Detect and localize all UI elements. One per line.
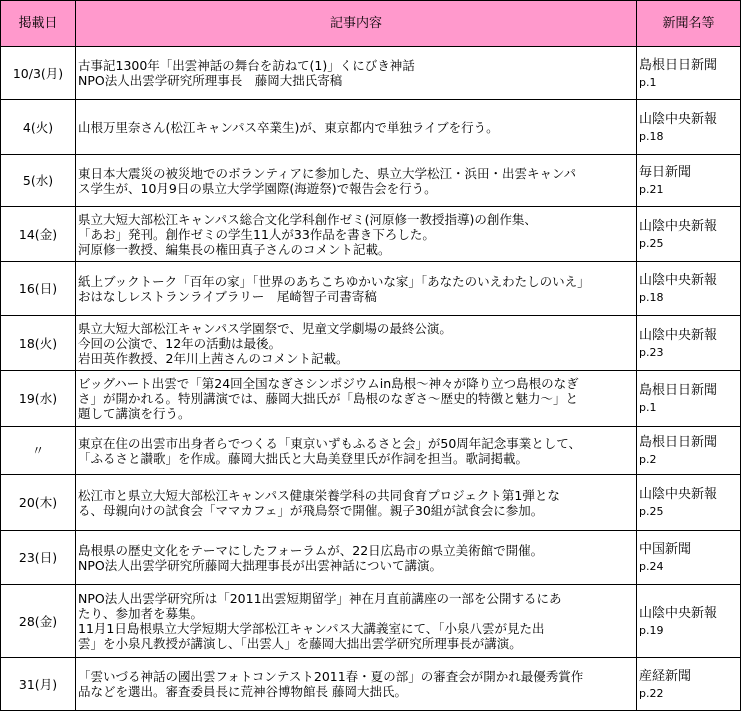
date-cell: 〃 bbox=[1, 427, 76, 475]
newspaper-name: 山陰中央新報 bbox=[639, 487, 718, 502]
content-line: 「雲いづる神話の國出雲フォトコンテスト2011春・夏の部」の審査会が開かれ最優秀賞作 bbox=[78, 669, 584, 684]
content-cell bbox=[76, 531, 637, 585]
content-line: 題して講演を行う。 bbox=[78, 406, 191, 421]
content-line: 「ふるさと讃歌」を作成。藤岡大拙氏と大島美登里氏が作詞を担当。歌詞掲載。 bbox=[78, 450, 529, 466]
page-number: p.1 bbox=[639, 401, 657, 414]
table-row bbox=[1, 155, 741, 207]
content-line: NPO法人出雲学研究所は「2011出雲短期留学」神在月直前講座の一部を公開するにあ bbox=[78, 591, 562, 606]
content-line: 雲」を小泉凡教授が講演し、「出雲人」を藤岡大拙出雲学研究所理事長が講演。 bbox=[78, 636, 522, 651]
table-row bbox=[1, 658, 741, 711]
table-row bbox=[1, 47, 741, 100]
newspaper-cell bbox=[637, 316, 741, 371]
newspaper-cell bbox=[637, 100, 741, 155]
table-row bbox=[1, 585, 741, 658]
page-number: p.2 bbox=[639, 453, 657, 466]
newspaper-cell bbox=[637, 427, 741, 475]
newspaper-name: 山陰中央新報 bbox=[639, 273, 718, 288]
newspaper-name: 中国新聞 bbox=[639, 542, 692, 557]
page-number: p.19 bbox=[639, 623, 664, 637]
content-cell bbox=[76, 316, 637, 371]
table-row bbox=[1, 100, 741, 155]
content-line: 島根県の歴史文化をテーマにしたフォーラムが、22日広島市の県立美術館で開催。 bbox=[78, 542, 544, 558]
content-cell bbox=[76, 100, 637, 155]
content-line: 県立大短大部松江キャンパス総合文化学科創作ゼミ(河原修一教授指導)の創作集、 bbox=[78, 211, 537, 227]
content-line: 今回の公演で、12年の活動は最後。 bbox=[78, 335, 282, 351]
table-row bbox=[1, 316, 741, 371]
newspaper-cell bbox=[637, 155, 741, 207]
page-number: p.18 bbox=[639, 129, 664, 143]
table-row bbox=[1, 262, 741, 316]
date-cell: 14(金) bbox=[1, 207, 76, 262]
newspaper-name: 島根日日新聞 bbox=[639, 383, 718, 398]
newspaper-cell bbox=[637, 658, 741, 711]
table-row bbox=[1, 371, 741, 427]
page-number: p.24 bbox=[639, 560, 664, 573]
content-line: 岩田英作教授、2年川上茜さんのコメント記載。 bbox=[78, 350, 349, 366]
newspaper-name: 山陰中央新報 bbox=[639, 605, 718, 621]
header-row bbox=[1, 1, 741, 47]
content-line: NPO法人出雲学研究所藤岡大拙理事長が出雲神話について講演。 bbox=[78, 557, 442, 573]
content-line: 東日本大震災の被災地でのボランティアに参加した、県立大学松江・浜田・出雲キャンパ bbox=[78, 165, 577, 181]
date-cell: 10/3(月) bbox=[1, 47, 76, 100]
date-cell: 20(木) bbox=[1, 475, 76, 531]
page-number: p.21 bbox=[639, 183, 664, 196]
content-line: 紙上ブックトーク「百年の家」「世界のあちこちゆかいな家」「あなたのいえわたしのいえ」 bbox=[78, 273, 590, 289]
newspaper-cell bbox=[637, 371, 741, 427]
newspaper-name: 山陰中央新報 bbox=[639, 327, 718, 343]
date-cell: 31(月) bbox=[1, 658, 76, 711]
newspaper-name: 産経新聞 bbox=[639, 668, 692, 684]
content-cell bbox=[76, 658, 637, 711]
content-cell bbox=[76, 47, 637, 100]
header-content: 記事内容 bbox=[76, 1, 637, 47]
newspaper-name: 山陰中央新報 bbox=[639, 218, 718, 234]
content-line: 山根万里奈さん(松江キャンパス卒業生)が、東京都内で単独ライブを行う。 bbox=[78, 119, 499, 135]
newspaper-cell bbox=[637, 207, 741, 262]
content-cell bbox=[76, 262, 637, 316]
content-cell bbox=[76, 155, 637, 207]
date-cell: 5(水) bbox=[1, 155, 76, 207]
content-line: 松江市と県立大短大部松江キャンパス健康栄養学科の共同食育プロジェクト第1弾とな bbox=[78, 487, 560, 503]
page-number: p.25 bbox=[639, 236, 664, 250]
content-line: 品などを選出。審査委員長に荒神谷博物館長 藤岡大拙氏。 bbox=[78, 684, 407, 699]
table-row bbox=[1, 207, 741, 262]
content-line: 「あお」発刊。創作ゼミの学生11人が33作品を書き下ろした。 bbox=[78, 226, 435, 242]
content-line: おはなしレストランライブラリー 尾崎智子司書寄稿 bbox=[78, 288, 377, 304]
content-cell bbox=[76, 371, 637, 427]
page-number: p.18 bbox=[639, 291, 664, 304]
date-cell: 18(火) bbox=[1, 316, 76, 371]
date-cell: 16(日) bbox=[1, 262, 76, 316]
newspaper-cell bbox=[637, 47, 741, 100]
header-newspaper: 新聞名等 bbox=[637, 1, 741, 47]
table-row bbox=[1, 531, 741, 585]
page-number: p.23 bbox=[639, 345, 664, 359]
content-line: NPO法人出雲学研究所理事長 藤岡大拙氏寄稿 bbox=[78, 73, 343, 88]
header-date: 掲載日 bbox=[1, 1, 76, 47]
page-number: p.1 bbox=[639, 75, 657, 89]
date-cell: 23(日) bbox=[1, 531, 76, 585]
content-cell bbox=[76, 585, 637, 658]
page-number: p.22 bbox=[639, 686, 664, 700]
content-line: 東京在住の出雲市出身者らでつくる「東京いずもふるさと会」が50周年記念事業として、 bbox=[78, 435, 582, 451]
date-cell: 19(水) bbox=[1, 371, 76, 427]
page-number: p.25 bbox=[639, 505, 664, 518]
table-row bbox=[1, 475, 741, 531]
newspaper-cell bbox=[637, 262, 741, 316]
newspaper-name: 山陰中央新報 bbox=[639, 111, 718, 127]
newspaper-name: 毎日新聞 bbox=[639, 165, 692, 180]
newspaper-name: 島根日日新聞 bbox=[639, 435, 718, 450]
content-cell bbox=[76, 427, 637, 475]
content-line: る、母親向けの試食会「ママカフェ」が飛鳥祭で開催。親子30組が試食会に参加。 bbox=[78, 502, 544, 518]
content-line: 河原修一教授、編集長の権田真子さんのコメント記載。 bbox=[78, 241, 391, 257]
date-cell: 4(火) bbox=[1, 100, 76, 155]
table-row bbox=[1, 427, 741, 475]
newspaper-cell bbox=[637, 531, 741, 585]
content-line: ビッグハート出雲で「第24回全国なぎさシンポジウムin島根～神々が降り立つ島根のなぎ bbox=[78, 376, 579, 391]
content-line: 県立大短大部松江キャンパス学園祭で、児童文学劇場の最終公演。 bbox=[78, 320, 452, 336]
content-line: さ」が開かれる。特別講演では、藤岡大拙氏が「島根のなぎさ～歴史的特徴と魅力～」と bbox=[78, 391, 579, 406]
newspaper-cell bbox=[637, 475, 741, 531]
date-cell: 28(金) bbox=[1, 585, 76, 658]
content-line: たり、参加者を募集。 bbox=[78, 606, 204, 621]
content-line: ス学生が、10月9日の県立大学学園際(海遊祭)で報告会を行う。 bbox=[78, 180, 437, 196]
content-line: 11月1日島根県立大学短期大学部松江キャンパス大講義室にて、「小泉八雲が見た出 bbox=[78, 621, 545, 636]
content-line: 古事記1300年「出雲神話の舞台を訪ねて(1)」くにびき神話 bbox=[78, 58, 415, 73]
content-cell bbox=[76, 475, 637, 531]
newspaper-name: 島根日日新聞 bbox=[639, 57, 718, 73]
newspaper-cell bbox=[637, 585, 741, 658]
content-cell bbox=[76, 207, 637, 262]
